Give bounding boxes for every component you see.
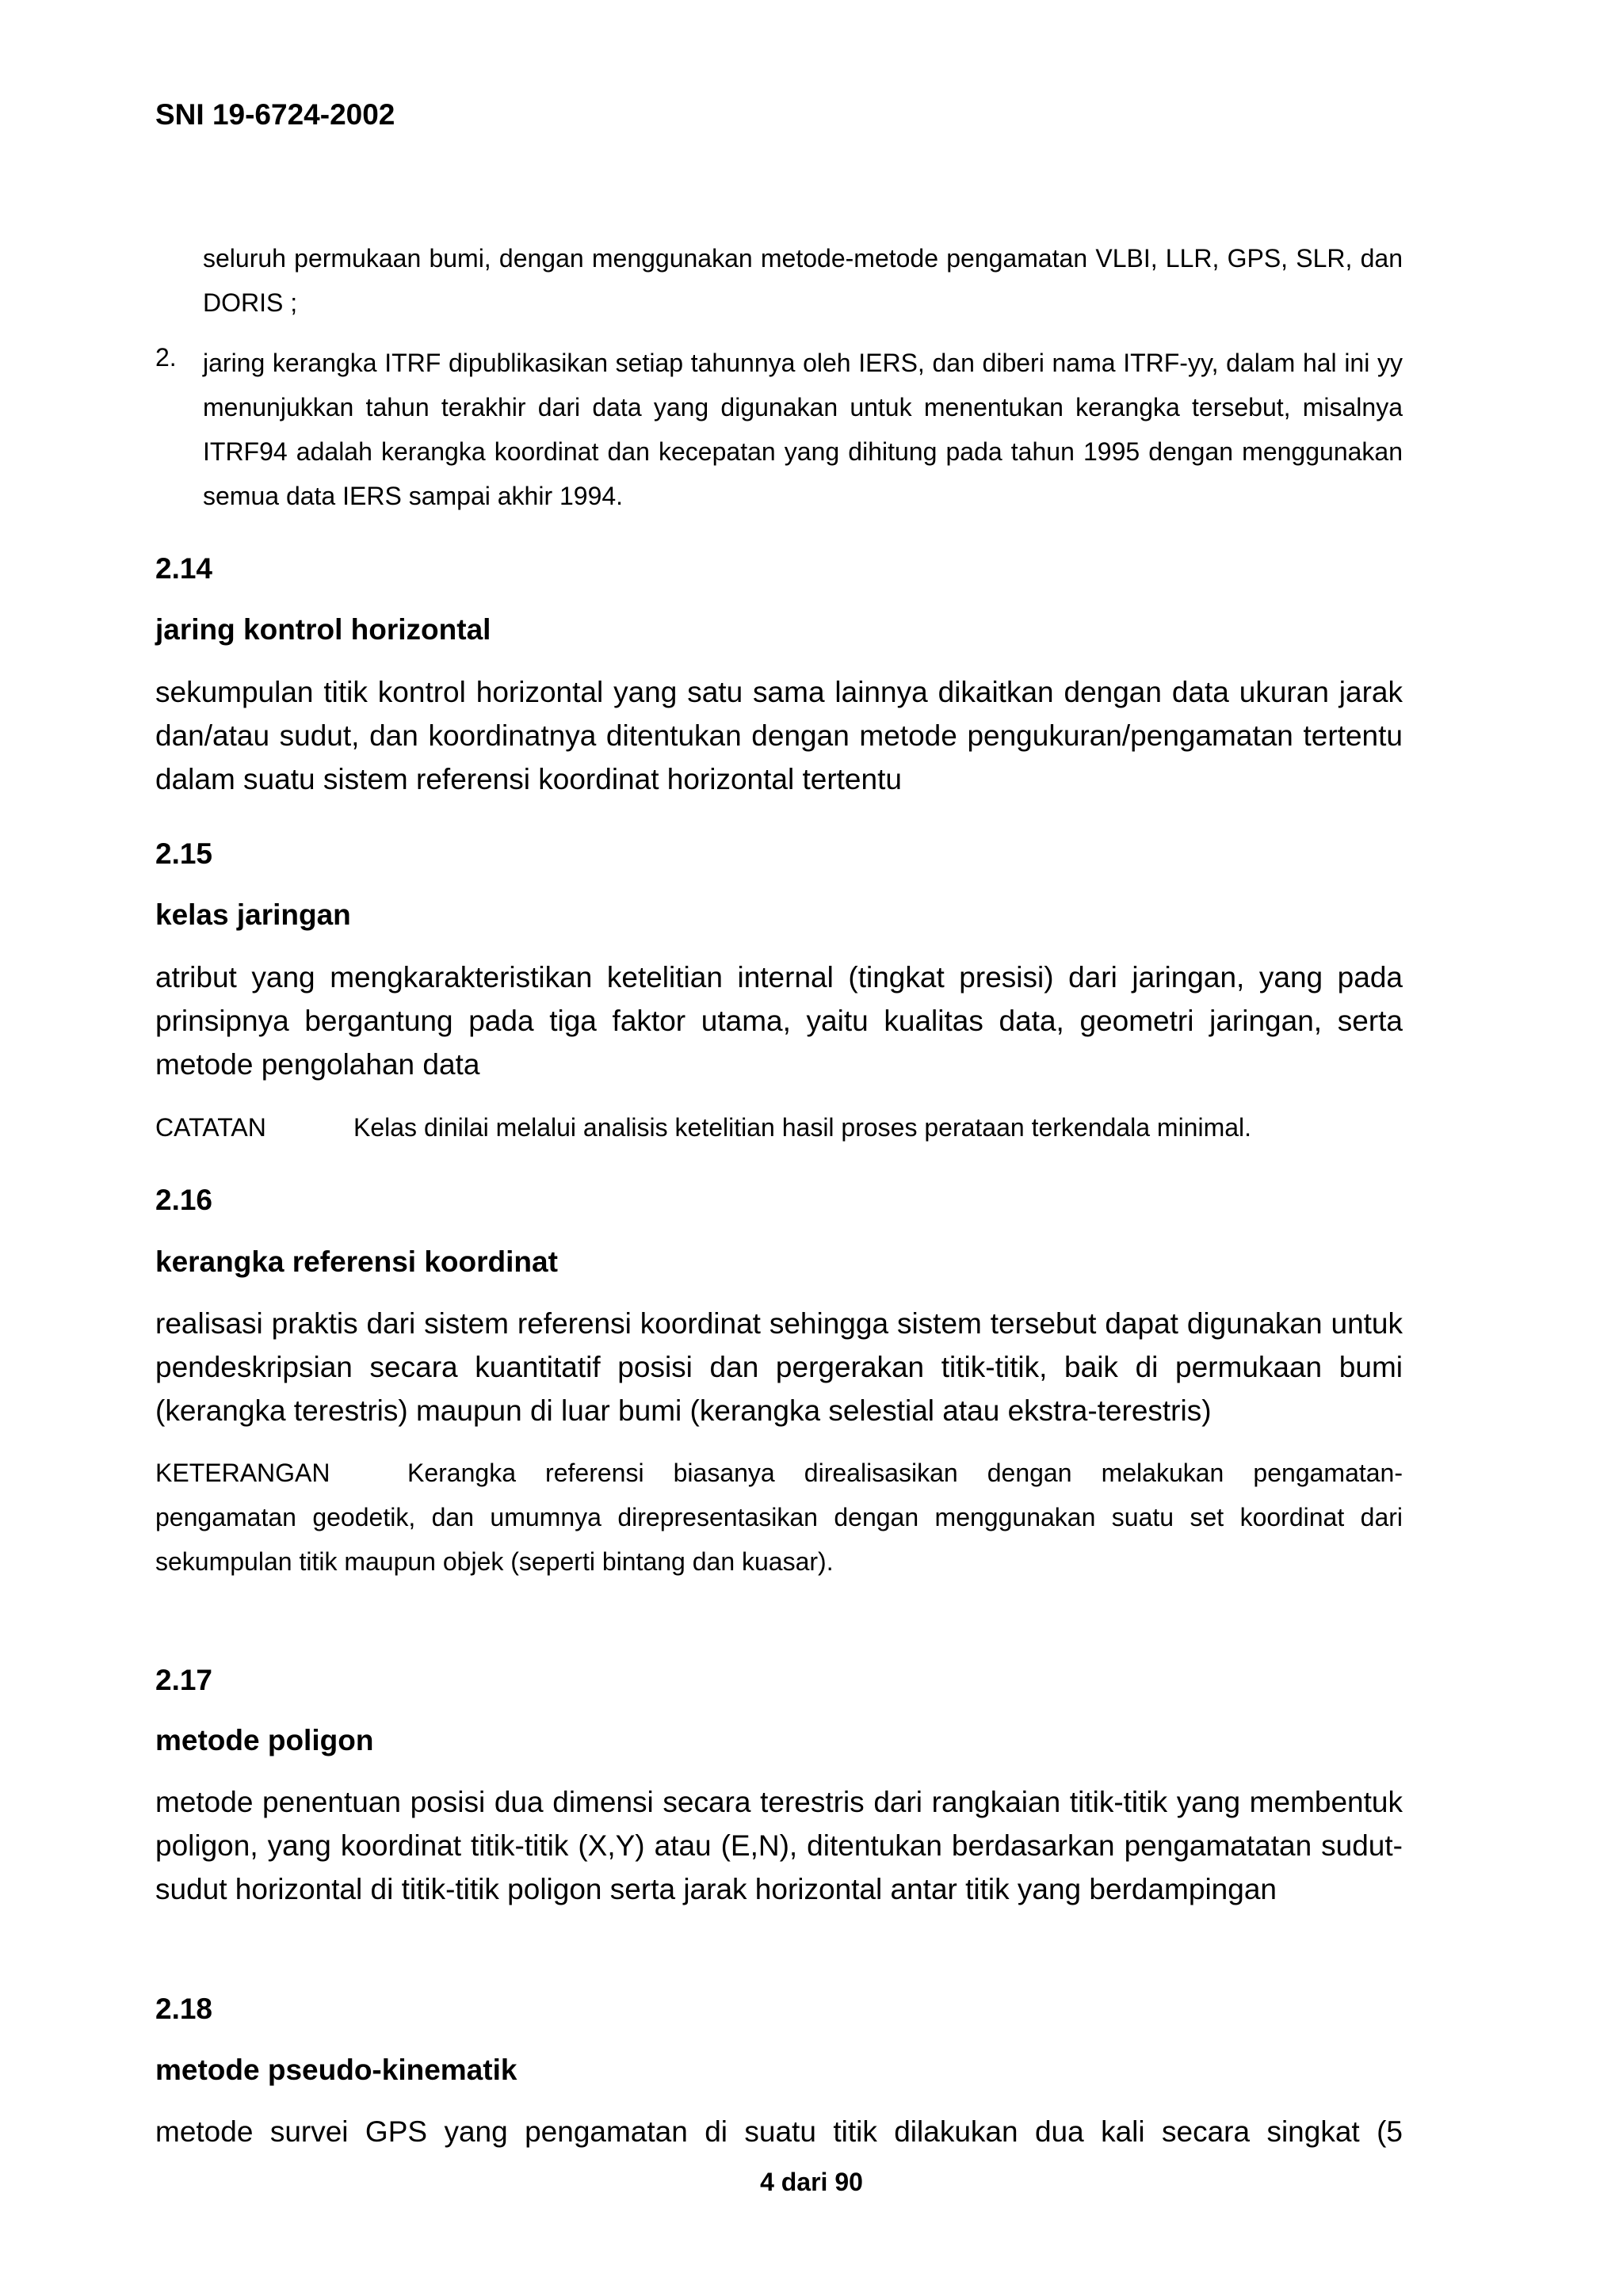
definition-2-15: atribut yang mengkarakteristikan ketelitian internal (tingkat presisi) dari jaringan, yang pada prinsipnya bergantung pada tiga faktor utama, yaitu kualitas data, geometri jaringan, serta metode pengolahan data [155,961,1403,1081]
definition-2-18: metode survei GPS yang pengamatan di suatu titik dilakukan dua kali secara singkat (5 [155,2115,1403,2148]
definition-2-14: sekumpulan titik kontrol horizontal yang satu sama lainnya dikaitkan dengan data ukuran jarak dan/atau sudut, dan koordinatnya ditentukan dengan metode pengukuran/pengamatan tertentu dalam suatu sistem referensi koordinat horizontal tertentu [155,676,1403,795]
definition-2-17: metode penentuan posisi dua dimensi secara terestris dari rangkaian titik-titik yang membentuk poligon, yang koordinat titik-titik (X,Y) atau (E,N), ditentukan berdasarkan pengamatatan sudut-sudut horizontal di titik-titik poligon serta jarak horizontal antar titik yang berdampingan [155,1786,1403,1905]
section-number-2-16: 2.16 [155,1184,213,1216]
section-number-2-15: 2.15 [155,837,213,870]
section-number-2-17: 2.17 [155,1664,213,1696]
list-item-1-continuation: seluruh permukaan bumi, dengan menggunakan metode-metode pengamatan VLBI, LLR, GPS, SLR, dan DORIS ; [203,244,1403,317]
list-item-2-text: jaring kerangka ITRF dipublikasikan setiap tahunnya oleh IERS, dan diberi nama ITRF-yy, dalam hal ini yy menunjukkan tahun terakhir dari data yang digunakan untuk menentukan kerangka tersebut, misalnya ITRF94 adalah kerangka koordinat dan kecepatan yang dihitung pada tahun 1995 dengan menggunakan semua data IERS sampai akhir 1994. [203,349,1403,510]
term-jaring-kontrol-horizontal: jaring kontrol horizontal [155,613,491,646]
note-label-keterangan: KETERANGAN [155,1459,330,1487]
section-number-2-14: 2.14 [155,552,213,585]
definition-2-16: realisasi praktis dari sistem referensi koordinat sehingga sistem tersebut dapat digunakan untuk pendeskripsian secara kuantitatif posisi dan pergerakan titik-titik, baik di permukaan bumi (kerangka terestris) maupun di luar bumi (kerangka selestial atau ekstra-terestris) [155,1307,1403,1427]
note-text-2-16: Kerangka referensi biasanya direalisasikan dengan melakukan pengamatan-pengamatan geodetik, dan umumnya direpresentasikan dengan menggunakan suatu set koordinat dari sekumpulan titik maupun objek (seperti bintang dan kuasar). [155,1459,1403,1576]
term-metode-pseudo-kinematik: metode pseudo-kinematik [155,2054,517,2086]
section-number-2-18: 2.18 [155,1993,213,2025]
term-kerangka-referensi-koordinat: kerangka referensi koordinat [155,1245,558,1278]
note-label-catatan: CATATAN [155,1113,266,1142]
list-item-2-marker: 2. [155,343,177,372]
term-metode-poligon: metode poligon [155,1724,374,1756]
term-kelas-jaringan: kelas jaringan [155,898,351,931]
page-number-footer: 4 dari 90 [760,2168,863,2196]
note-text-2-15: Kelas dinilai melalui analisis ketelitian hasil proses perataan terkendala minimal. [353,1113,1252,1142]
standard-code-header: SNI 19-6724-2002 [155,98,395,131]
keterangan-note [155,1451,1403,1584]
